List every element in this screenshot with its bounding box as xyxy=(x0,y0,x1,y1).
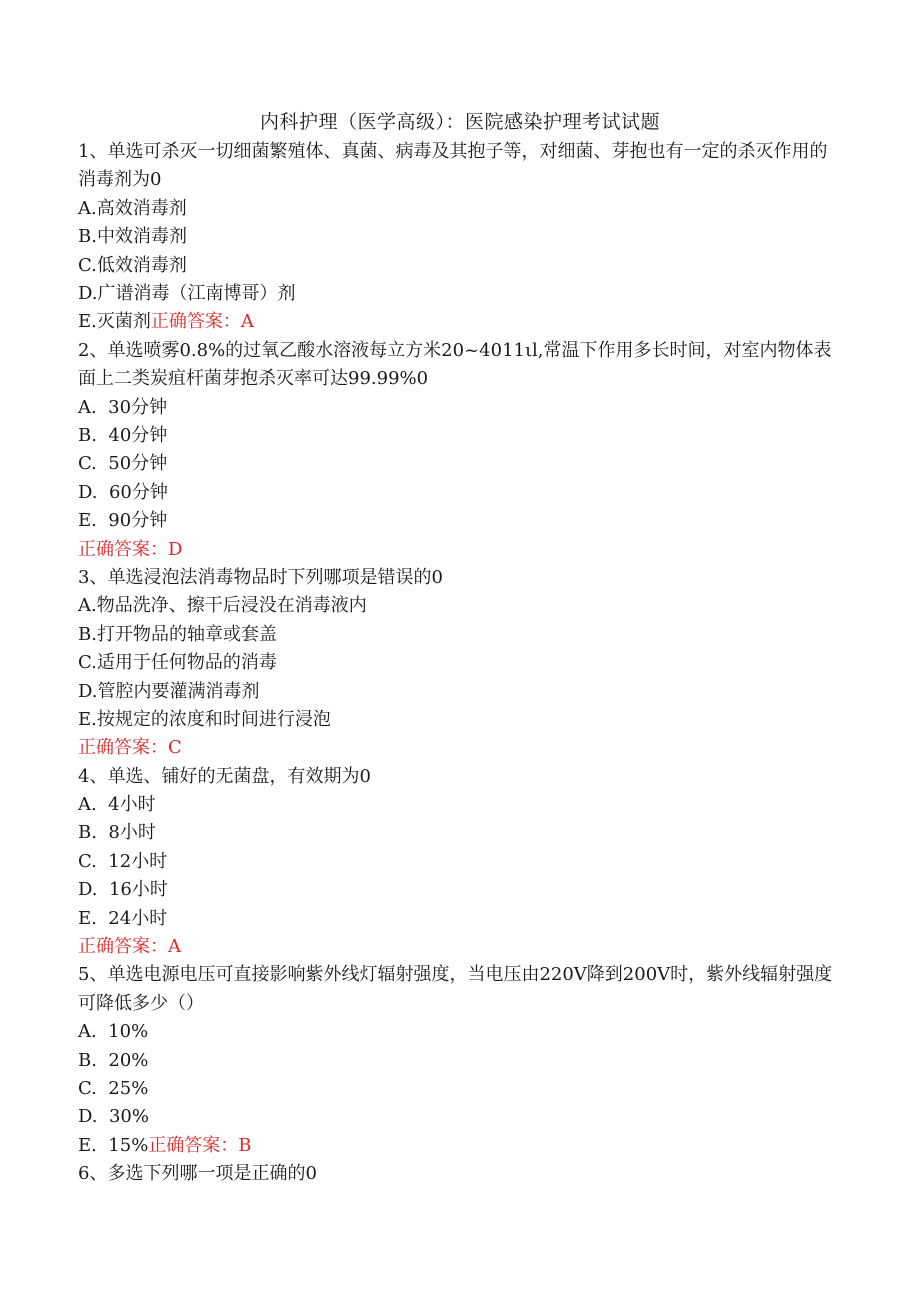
question-5-option-b: B. 20% xyxy=(78,1049,149,1071)
question-3-stem: 3、单选浸泡法消毒物品时下列哪项是错误的0 xyxy=(78,566,443,588)
question-6-stem: 6、多选下列哪一项是正确的0 xyxy=(78,1163,317,1185)
question-5-option-c: C. 25% xyxy=(78,1078,149,1100)
question-1-answer: 正确答案：A xyxy=(150,311,254,333)
question-1-option-a: A.高效消毒剂 xyxy=(78,197,187,219)
question-3-answer: 正确答案：C xyxy=(78,737,182,759)
question-4-option-a: A. 4小时 xyxy=(78,794,156,816)
question-1-option-d: D.广谱消毒（江南博哥）剂 xyxy=(78,282,296,304)
question-5-option-e-row xyxy=(78,1132,838,1160)
question-list xyxy=(78,138,838,1189)
question-2-option-e: E. 90分钟 xyxy=(78,510,168,532)
question-1-option-b: B.中效消毒剂 xyxy=(78,226,187,248)
question-2-option-c: C. 50分钟 xyxy=(78,453,168,475)
question-4-option-e: E. 24小时 xyxy=(78,907,168,929)
question-3-option-e: E.按规定的浓度和时间进行浸泡 xyxy=(78,708,331,730)
question-2-option-d: D. 60分钟 xyxy=(78,481,168,503)
question-2-option-a: A. 30分钟 xyxy=(78,396,168,418)
question-5-answer: 正确答案：B xyxy=(148,1134,252,1156)
question-4-option-d: D. 16小时 xyxy=(78,879,168,901)
question-4-stem: 4、单选、铺好的无菌盘，有效期为0 xyxy=(78,765,371,787)
question-1-stem: 1、单选可杀灭一切细菌繁殖体、真菌、病毒及其抱子等，对细菌、芽抱也有一定的杀灭作用的消毒剂为0 xyxy=(78,141,828,191)
question-2-answer: 正确答案：D xyxy=(78,538,183,560)
question-1-option-e-row xyxy=(78,308,838,336)
question-4-option-b: B. 8小时 xyxy=(78,822,156,844)
document-title: 内科护理（医学高级）：医院感染护理考试试题 xyxy=(259,111,660,133)
question-5-option-e: E. 15% xyxy=(78,1134,149,1156)
question-3-option-d: D.管腔内要灌满消毒剂 xyxy=(78,680,260,702)
question-1-option-c: C.低效消毒剂 xyxy=(78,254,187,276)
question-5-stem: 5、单选电源电压可直接影响紫外线灯辐射强度，当电压由220V降到200V时，紫外线辐射强度可降低多少（） xyxy=(78,964,833,1014)
question-5-option-d: D. 30% xyxy=(78,1106,149,1128)
question-1-option-e: E.灭菌剂 xyxy=(78,311,151,333)
question-3-option-a: A.物品洗净、擦干后浸没在消毒液内 xyxy=(78,595,367,617)
question-2-stem: 2、单选喷雾0.8%的过氧乙酸水溶液每立方米20~4011ιl,常温下作用多长时间，对室内物体表面上二类炭疽杆菌芽抱杀灭率可达99.99%0 xyxy=(78,339,832,390)
question-2-option-b: B. 40分钟 xyxy=(78,424,168,446)
question-4-option-c: C. 12小时 xyxy=(78,850,168,872)
question-4-answer: 正确答案：A xyxy=(78,936,181,958)
question-3-option-b: B.打开物品的轴章或套盖 xyxy=(78,623,277,645)
question-3-option-c: C.适用于任何物品的消毒 xyxy=(78,652,277,674)
question-5-option-a: A. 10% xyxy=(78,1021,149,1043)
